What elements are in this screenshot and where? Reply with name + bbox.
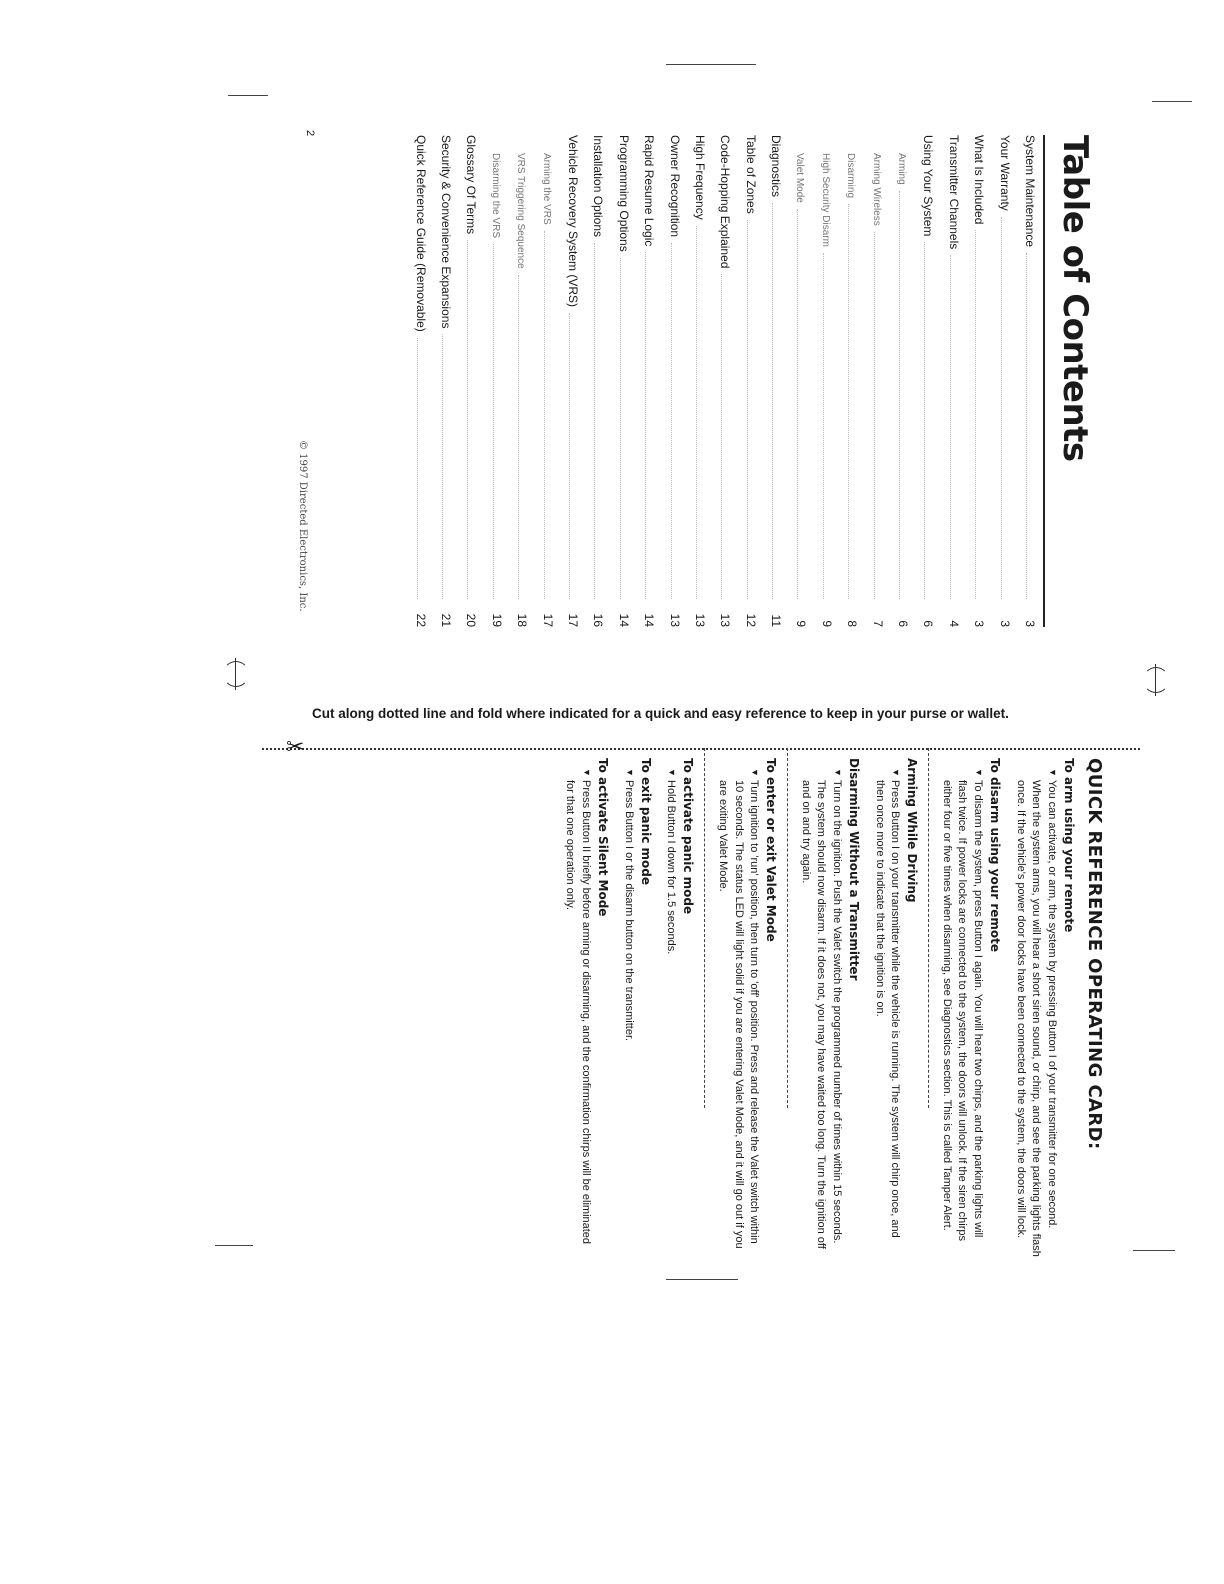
toc-leader-dots bbox=[772, 203, 781, 599]
toc-entry bbox=[910, 135, 935, 627]
toc-entry-page: 13 bbox=[692, 613, 707, 627]
toc-entry-page: 19 bbox=[489, 613, 504, 627]
toc-entry-label: Vehicle Recovery System (VRS) bbox=[565, 135, 580, 308]
toc-entry-page: 18 bbox=[515, 613, 530, 627]
copyright-notice: © 1997 Directed Electronics, Inc. bbox=[297, 440, 308, 612]
toc-entry-label: Glossary Of Terms bbox=[464, 135, 479, 235]
toc-leader-dots bbox=[594, 243, 603, 599]
section-heading: To enter or exit Valet Mode bbox=[764, 758, 779, 942]
toc-leader-dots bbox=[747, 220, 756, 599]
toc-entry bbox=[834, 135, 859, 627]
section-instruction: ▼ Turn ignition to 'run' position, then turn to 'off' position. Press and release the Valet switch within 10 seconds. The status LED will light solid if you are entering Valet Mode, and it will go out if you are exiting Valet Mode. bbox=[714, 768, 761, 1258]
toc-entry-label: High Frequency bbox=[692, 135, 707, 220]
toc-entry-label: Code-Hopping Explained bbox=[718, 135, 733, 269]
toc-entry bbox=[428, 135, 453, 627]
toc-entry-page: 17 bbox=[540, 613, 555, 627]
toc-entry-label: Quick Reference Guide (Removable) bbox=[413, 135, 428, 332]
toc-entry bbox=[682, 135, 707, 627]
toc-leader-dots bbox=[848, 204, 857, 599]
toc-leader-dots bbox=[569, 313, 578, 599]
toc-entry bbox=[935, 135, 960, 627]
toc-entry-label: Arming Wireless bbox=[870, 153, 882, 226]
section-heading: Disarming Without a Transmitter bbox=[847, 758, 862, 981]
quick-reference-section bbox=[871, 758, 920, 1258]
crop-mark-bottom bbox=[666, 1279, 738, 1280]
toc-entry bbox=[885, 135, 910, 627]
toc-title: Table of Contents bbox=[1055, 135, 1095, 462]
toc-entry-page: 22 bbox=[413, 613, 428, 627]
toc-leader-dots bbox=[823, 253, 832, 599]
fold-line bbox=[704, 748, 705, 1108]
crop-mark-bottom-right bbox=[1133, 1250, 1175, 1251]
toc-title-rule bbox=[1043, 135, 1045, 627]
toc-entry bbox=[631, 135, 656, 627]
toc-entry-page: 6 bbox=[921, 620, 936, 627]
toc-entry-page: 21 bbox=[439, 613, 454, 627]
toc-entry-label: Valet Mode bbox=[794, 153, 806, 203]
toc-entry-page: 14 bbox=[642, 613, 657, 627]
toc-entry bbox=[555, 135, 580, 627]
toc-entry-label: Table of Zones bbox=[743, 135, 758, 214]
toc-entry bbox=[732, 135, 757, 627]
quick-reference-title: QUICK REFERENCE OPERATING CARD: bbox=[1084, 758, 1105, 1150]
crop-mark-bottom-left bbox=[215, 1245, 253, 1246]
toc-entry-label: Disarming the VRS bbox=[489, 153, 501, 239]
page-number: 2 bbox=[304, 130, 316, 137]
section-instruction: ▼ To disarm the system, press Button I again. You will hear two chirps, and the parking lights will flash twice. If power locks are connected to the system, the doors will unlock. If the siren chirps either four or five times when disarming, see Diagnostics section. This is called Tamper Alert. bbox=[938, 768, 985, 1258]
section-heading: To disarm using your remote bbox=[988, 758, 1003, 953]
toc-leader-dots bbox=[518, 275, 527, 599]
section-instruction: ▼ Turn on the ignition. Push the Valet switch the programmed number of times within 15 seconds. The system should now disarm. If it does not, you may have waited too long. Turn the ignition off and on and try again. bbox=[797, 768, 844, 1258]
quick-reference-section bbox=[620, 758, 654, 1258]
quick-reference-card bbox=[307, 758, 1107, 1278]
crop-mark-top-right bbox=[1152, 101, 1192, 102]
quick-reference-section bbox=[1012, 758, 1077, 1258]
section-heading: To exit panic mode bbox=[638, 758, 653, 886]
quick-reference-section bbox=[663, 758, 697, 1258]
toc-entry-page: 17 bbox=[565, 613, 580, 627]
quick-reference-section bbox=[938, 758, 1003, 1258]
toc-entry-page: 9 bbox=[819, 620, 834, 627]
toc-entry-label: Disarming bbox=[845, 153, 857, 199]
scissors-icon: ✂ bbox=[286, 734, 305, 759]
toc-entry bbox=[656, 135, 681, 627]
toc-leader-dots bbox=[467, 240, 476, 599]
toc-entry-label: Arming the VRS bbox=[540, 153, 552, 225]
section-heading: To activate Silent Mode bbox=[596, 758, 611, 917]
toc-entry-page: 13 bbox=[718, 613, 733, 627]
toc-entry-page: 9 bbox=[794, 620, 809, 627]
toc-entry bbox=[707, 135, 732, 627]
toc-entry bbox=[453, 135, 478, 627]
toc-entry-page: 11 bbox=[769, 614, 784, 627]
crop-mark-top-left bbox=[228, 95, 268, 96]
cut-instruction: Cut along dotted line and fold where indicated for a quick and easy reference to keep in your purse or wallet. bbox=[312, 706, 1009, 721]
toc-entry-page: 3 bbox=[972, 620, 987, 627]
section-instruction: ▼ You can activate, or arm, the system by pressing Button I of your transmitter for one second. When the system arms, you will hear a short siren sound, or chirp, and see the parking lights flash once. If the vehicle's power door locks have been connected to the system, the doors will lock. bbox=[1012, 768, 1059, 1258]
toc-entry-label: Programming Options bbox=[616, 135, 631, 252]
toc-entry-label: Using Your System bbox=[921, 135, 936, 237]
toc-leader-dots bbox=[721, 274, 730, 599]
toc-entry-label: Installation Options bbox=[591, 135, 606, 238]
toc-entry bbox=[504, 135, 529, 627]
toc-list bbox=[402, 135, 1037, 627]
toc-entry-page: 7 bbox=[870, 620, 885, 627]
toc-entry bbox=[402, 135, 427, 627]
registration-mark-left bbox=[220, 658, 252, 690]
toc-entry-label: System Maintenance bbox=[1023, 135, 1037, 248]
toc-entry-page: 16 bbox=[591, 613, 606, 627]
section-heading: Arming While Driving bbox=[905, 758, 920, 903]
toc-entry-page: 20 bbox=[464, 613, 479, 627]
toc-entry-label: High Security Disarm bbox=[819, 153, 831, 247]
quick-reference-section bbox=[714, 758, 779, 1258]
quick-reference-section bbox=[562, 758, 611, 1258]
toc-entry-label: Rapid Resume Logic bbox=[642, 135, 657, 247]
quick-reference-body bbox=[553, 758, 1077, 1258]
section-heading: To activate panic mode bbox=[681, 758, 696, 915]
toc-entry bbox=[529, 135, 554, 627]
toc-leader-dots bbox=[620, 258, 629, 599]
toc-leader-dots bbox=[417, 338, 426, 599]
toc-entry-page: 4 bbox=[946, 620, 961, 627]
toc-entry-page: 14 bbox=[616, 613, 631, 627]
toc-entry-page: 13 bbox=[667, 613, 682, 627]
toc-leader-dots bbox=[671, 243, 680, 599]
quick-reference-section bbox=[797, 758, 862, 1258]
section-instruction: ▼ Press Button II briefly before arming or disarming, and the confirmation chirps will be eliminated for that one operation only. bbox=[562, 768, 593, 1258]
cut-dotted-line bbox=[262, 748, 1140, 750]
section-instruction: ▼ Press Button I on your transmitter while the vehicle is running. The system will chirp once, and then once more to indicate that the ignition is on. bbox=[871, 768, 902, 1258]
toc-entry bbox=[986, 135, 1011, 627]
table-of-contents bbox=[413, 135, 1095, 635]
toc-entry-label: Transmitter Channels bbox=[946, 135, 961, 250]
toc-entry-label: Diagnostics bbox=[769, 135, 784, 198]
toc-leader-dots bbox=[975, 230, 984, 599]
toc-entry-page: 12 bbox=[743, 613, 758, 627]
toc-entry-label: Security & Convenience Expansions bbox=[439, 135, 454, 329]
toc-leader-dots bbox=[442, 334, 451, 599]
toc-leader-dots bbox=[950, 255, 959, 599]
toc-entry-page: 8 bbox=[845, 620, 860, 627]
toc-leader-dots bbox=[1026, 253, 1035, 599]
toc-leader-dots bbox=[493, 244, 502, 599]
toc-leader-dots bbox=[696, 226, 705, 599]
toc-leader-dots bbox=[924, 242, 933, 599]
toc-entry bbox=[605, 135, 630, 627]
toc-leader-dots bbox=[899, 191, 908, 599]
toc-entry-label: Your Warranty bbox=[997, 135, 1012, 211]
crop-mark-top bbox=[666, 64, 756, 65]
section-heading: To arm using your remote bbox=[1062, 758, 1076, 933]
toc-leader-dots bbox=[874, 232, 883, 599]
fold-line bbox=[787, 748, 788, 1108]
registration-mark-right bbox=[1140, 664, 1172, 696]
toc-entry bbox=[808, 135, 833, 627]
toc-entry-label: Owner Recognition bbox=[667, 135, 682, 238]
toc-entry bbox=[1012, 135, 1037, 627]
toc-leader-dots bbox=[544, 231, 553, 599]
toc-entry-label: VRS Triggering Sequence bbox=[515, 153, 527, 269]
toc-entry-label: Arming bbox=[896, 153, 908, 185]
toc-leader-dots bbox=[1001, 217, 1010, 599]
toc-entry bbox=[961, 135, 986, 627]
toc-entry bbox=[783, 135, 808, 627]
toc-entry bbox=[580, 135, 605, 627]
section-instruction: ▼ Hold Button I down for 1.5 seconds. bbox=[663, 768, 679, 1258]
toc-leader-dots bbox=[645, 252, 654, 599]
toc-leader-dots bbox=[797, 209, 806, 599]
toc-entry-page: 3 bbox=[1023, 620, 1037, 627]
toc-entry-label: What Is Included bbox=[972, 135, 987, 225]
toc-entry bbox=[478, 135, 503, 627]
toc-entry bbox=[859, 135, 884, 627]
section-instruction: ▼ Press Button I or the disarm button on the transmitter. bbox=[620, 768, 636, 1258]
fold-line bbox=[928, 748, 929, 1108]
toc-entry bbox=[758, 135, 783, 627]
toc-entry-page: 3 bbox=[997, 620, 1012, 627]
toc-entry-page: 6 bbox=[896, 620, 911, 627]
